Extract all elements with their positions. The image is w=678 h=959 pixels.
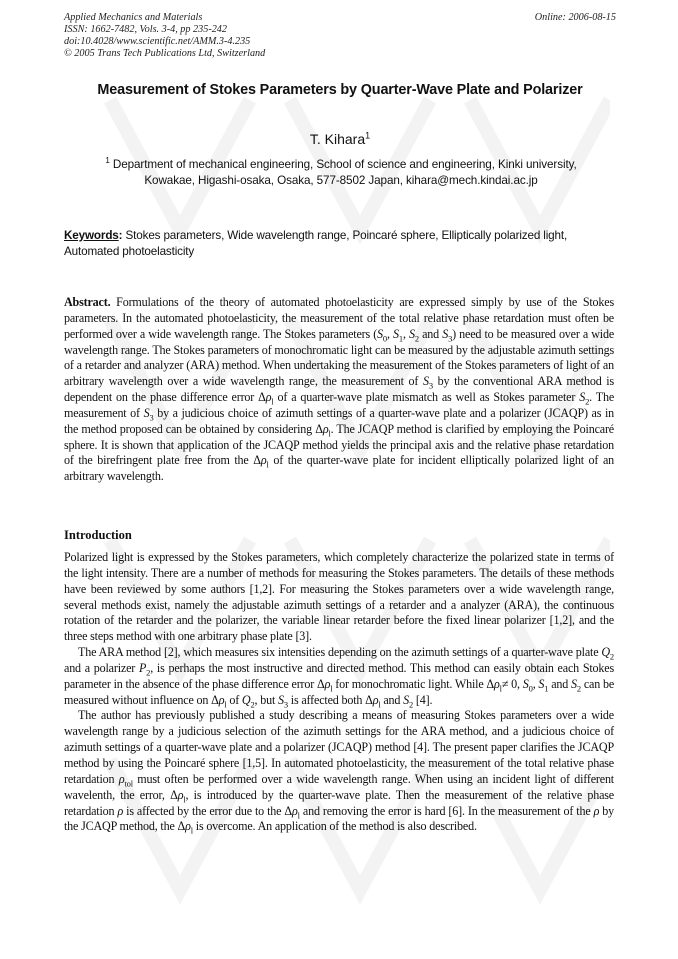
journal-name: Applied Mechanics and Materials [64, 12, 203, 23]
intro-text: must often be performed over a wide wavelength range. When using an incident light of different wavelenth, the error, [64, 771, 614, 802]
intro-text: is affected both [287, 692, 366, 707]
intro-text: and a polarizer [64, 660, 139, 675]
abstract-text: of the quarter-wave plate for incident elliptically polarized light of an arbitrary wavelength. [64, 453, 614, 484]
intro-text: is affected by the error due to the [123, 803, 285, 818]
abstract-block: Abstract. Formulations of the theory of automated photoelasticity are expressed simply by use of the Stokes parameters. In the automated photoelasticity, the measurement of the total relative phase retardation must often be performed over a wide wavelength range. The Stokes parameters ($S_0$, $S_1$, $S_2$ and $S_3$) need to be measured over a wide wavelength range. The Stokes parameters of monochromatic light can be measured by the adjustable azimuth settings of a retarder and analyzer (ARA) method. When undertaking the measurement of the Stokes parameters of light of an arbitrary wavelength over a wide wavelength range, the measurement of $S_3$ by the conventional ARA method is dependent on the phase difference error $\Delta\rho_l$ of a quarter-wave plate mismatch as well as Stokes parameter $S_2$. The measurement of $S_3$ by a judicious choice of azimuth settings of a quarter-wave plate and a polarizer (JCAQP) as in the method proposed can be obtained by considering $\Delta\rho_l$. The JCAQP method is clarified by employing the Poincaré sphere. It is shown that application of the JCAQP method yields the principal axis and the relative phase retardation of the birefringent plate free from the $\Delta\rho_l$ of the quarter-wave plate for incident elliptically polarized light of an arbitrary wavelength. [64, 295, 615, 484]
doi-line: doi:10.4028/www.scientific.net/AMM.3-4.235 [64, 36, 251, 47]
abstract-text: by the conventional ARA method is dependent on the phase difference error [64, 374, 614, 405]
abstract-text: . The measurement of [64, 390, 615, 420]
intro-text: The author has previously published a study describing a means of measuring Stokes parameters over a wide wavelength range by a judicious selection of the azimuth settings for the ARA method, and a judicious choice of azimuth settings of a quarter-wave plate and a polarizer (JCAQP) method [4]. The present paper clarifies the JCAQP method by using the Poincaré sphere [1,5]. In automated photoelasticity, the measurement of the total relative phase retardation [64, 708, 614, 786]
keywords-label: Keywords [64, 229, 119, 242]
paper-title: Measurement of Stokes Parameters by Quarter-Wave Plate and Polarizer [97, 82, 583, 98]
affil-line-1: Department of mechanical engineering, School of science and engineering, Kinki university, [112, 158, 577, 171]
intro-text: can be measured without influence on [64, 676, 615, 707]
abstract-text: Formulations of the theory of automated photoelasticity are expressed simply by use of the Stokes parameters. In the automated photoelasticity, the measurement of the total relative phase retardation must often be performed over a wide wavelength range. The Stokes parameters ( [64, 295, 614, 341]
abstract-label: Abstract. [64, 295, 111, 309]
intro-text: , is introduced by the quarter-wave plate. Then the measurement of the relative phase retardation [64, 787, 614, 818]
keywords-text: Stokes parameters, Wide wavelength range, Poincaré sphere, Elliptically polarized light, Automated photoelasticity [64, 229, 568, 258]
journal-header [64, 12, 616, 60]
copyright-line: © 2005 Trans Tech Publications Ltd, Switzerland [64, 48, 266, 59]
abstract-text: ) need to be measured over a wide wavelength range. The Stokes parameters of monochromatic light can be measured by the adjustable azimuth settings of a retarder and analyzer (ARA) method. When undertaking the measurement of the Stokes parameters of light of an arbitrary wavelength over a wide wavelength range, the measurement of [64, 326, 615, 389]
intro-paragraph-3: The author has previously published a study describing a means of measuring Stokes parameters over a wide wavelength range by a judicious selection of the azimuth settings for the ARA method, and a judicious choice of azimuth settings of a quarter-wave plate and a polarizer (JCAQP) method [4]. The present paper clarifies the JCAQP method by using the Poincaré sphere [1,5]. In automated photoelasticity, the measurement of the total relative phase retardation $\rho_{tol}$ must often be performed over a wide wavelength range. When using an incident light of different wavelenth, the error, $\Delta\rho_l$, is introduced by the quarter-wave plate. Then the measurement of the relative phase retardation ρ is affected by the error due to the $\Delta\rho_l$ and removing the error is hard [6]. In the measurement of the ρ by the JCAQP method, the $\Delta\rho_l$ is overcome. An application of the method is also described. [64, 708, 614, 836]
affil-mark: 1 [105, 156, 110, 166]
abstract-text: . The JCAQP method is clarified by employing the Poincaré sphere. It is shown that application of the JCAQP method yields the principal axis and the relative phase retardation of the birefringent plate free from the [64, 421, 614, 468]
author-line [40, 130, 640, 148]
abstract-text: of a quarter-wave plate mismatch as well as Stokes parameter [273, 390, 580, 405]
introduction-body [64, 550, 614, 835]
keywords-block: Keywords: Stokes parameters, Wide wavelength range, Poincaré sphere, Elliptically polarized light, Automated photoelasticity [64, 229, 568, 258]
intro-paragraph-2: The ARA method [2], which measures six intensities depending on the azimuth settings of a quarter-wave plate $Q_2$ and a polarizer $P_2$, is perhaps the most instructive and directed method. This method can easily obtain each Stokes parameter in the absence of the phase difference error $\Delta\rho_l$ for monochromatic light. While $\Delta\rho_l\ne 0$, $S_0$, $S_1$ and $S_2$ can be measured without influence on $\Delta\rho_l$ of $Q_2$, but $S_3$ is affected both $\Delta\rho_l$ and $S_2$ [4]. [64, 645, 615, 709]
introduction-heading: Introduction [64, 528, 132, 542]
online-date: Online: 2006-08-15 [534, 12, 616, 23]
author-name: T. Kihara [309, 131, 366, 147]
abstract-text: by a judicious choice of azimuth settings of a quarter-wave plate and a polarizer (JCAQP) as in the method proposed can be obtained by considering [64, 405, 614, 436]
intro-text: and removing the error is hard [6]. In the measurement of the [299, 803, 594, 818]
intro-text: by the JCAQP method, the [64, 803, 614, 834]
intro-text: , is perhaps the most instructive and directed method. This method can easily obtain each Stokes parameter in the absence of the phase difference error [64, 660, 614, 691]
intro-text: for monochromatic light. While [332, 676, 487, 691]
intro-text: The ARA method [2], which measures six intensities depending on the azimuth settings of a quarter-wave plate [78, 645, 602, 660]
intro-text: , but [254, 692, 278, 707]
intro-text: [4]. [413, 692, 433, 707]
intro-paragraph-1: Polarized light is expressed by the Stokes parameters, which completely characterize the polarized state in terms of the light intensity. There are a number of methods for measuring the Stokes parameters. The details of these methods have been reviewed by some authors [1,2]. For measuring the Stokes parameters over a wide wavelength range, several methods exist, namely the adjustable azimuth settings of a retarder and a analyzer (ARA), the continuous rotation of the retarder and the polarizer, the variable linear retarder before the fixed linear polarizer [1,2], and the three steps method with one arbitrary phase plate [3]. [64, 550, 614, 644]
affil-line-2: Kowakae, Higashi-osaka, Osaka, 577-8502 Japan, kihara@mech.kindai.ac.jp [144, 174, 538, 187]
affiliation [66, 157, 616, 189]
issn-line: ISSN: 1662-7482, Vols. 3-4, pp 235-242 [64, 24, 227, 35]
intro-text: is overcome. An application of the method is also described. [192, 819, 477, 834]
author-affil-mark: 1 [365, 130, 371, 141]
